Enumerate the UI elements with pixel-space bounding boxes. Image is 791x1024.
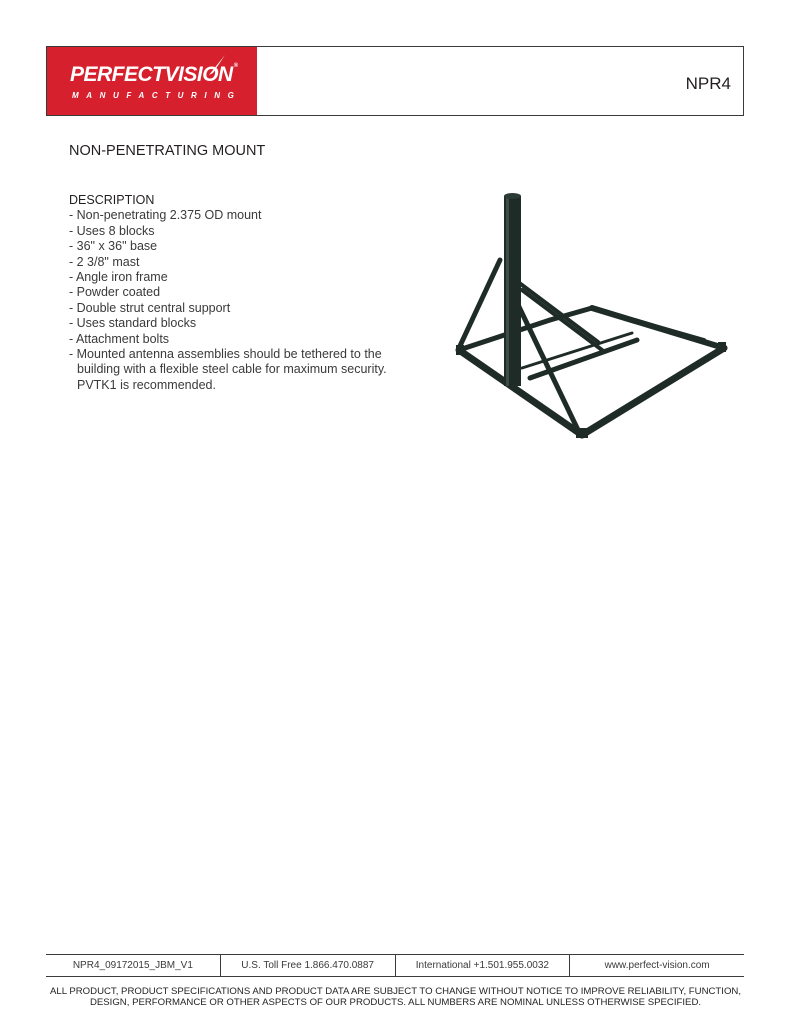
page-header xyxy=(46,46,744,116)
description-item: - Mounted antenna assemblies should be tethered to the building with a flexible steel cable for maximum security. PVTK1 is recommended. xyxy=(69,347,387,392)
description-item: - Double strut central support xyxy=(69,300,231,315)
description-item: - Angle iron frame xyxy=(69,270,168,285)
logo-tagline: MANUFACTURING xyxy=(72,91,242,100)
footer-contact-bar xyxy=(46,954,744,977)
description-item: - Uses 8 blocks xyxy=(69,223,155,238)
description-item: - Attachment bolts xyxy=(69,331,170,346)
toll-free-phone: U.S. Toll Free 1.866.470.0887 xyxy=(220,955,395,976)
description-item: - 36" x 36" base xyxy=(69,239,158,254)
mount-product-image xyxy=(452,190,732,446)
description-item: - Uses standard blocks xyxy=(69,316,197,331)
document-id: NPR4_09172015_JBM_V1 xyxy=(72,960,193,971)
perfect-vision-logo xyxy=(47,47,257,115)
logo-brand-text: PERFECTVISION® xyxy=(70,63,238,86)
website-link[interactable]: www.perfect-vision.com xyxy=(569,955,744,976)
product-title: NON-PENETRATING MOUNT xyxy=(69,143,266,159)
model-number: NPR4 xyxy=(685,74,731,93)
logo-swoosh-icon xyxy=(195,53,227,85)
product-description xyxy=(69,193,389,393)
description-item: - Powder coated xyxy=(69,285,161,300)
description-item: - 2 3/8" mast xyxy=(69,254,140,269)
legal-disclaimer: ALL PRODUCT, PRODUCT SPECIFICATIONS AND PRODUCT DATA ARE SUBJECT TO CHANGE WITHOUT NOTICE TO IMPROVE RELIABILITY, FUNCTION, DESIGN, PERFORMANCE OR OTHER ASPECTS OF OUR PRODUCTS. ALL NUMBERS ARE NOMINAL UNLESS OTHERWISE SPECIFIED. xyxy=(49,986,742,1008)
international-phone: International +1.501.955.0032 xyxy=(395,955,570,976)
description-heading: DESCRIPTION xyxy=(69,193,155,207)
description-list xyxy=(69,208,389,393)
description-item: - Non-penetrating 2.375 OD mount xyxy=(69,208,262,223)
